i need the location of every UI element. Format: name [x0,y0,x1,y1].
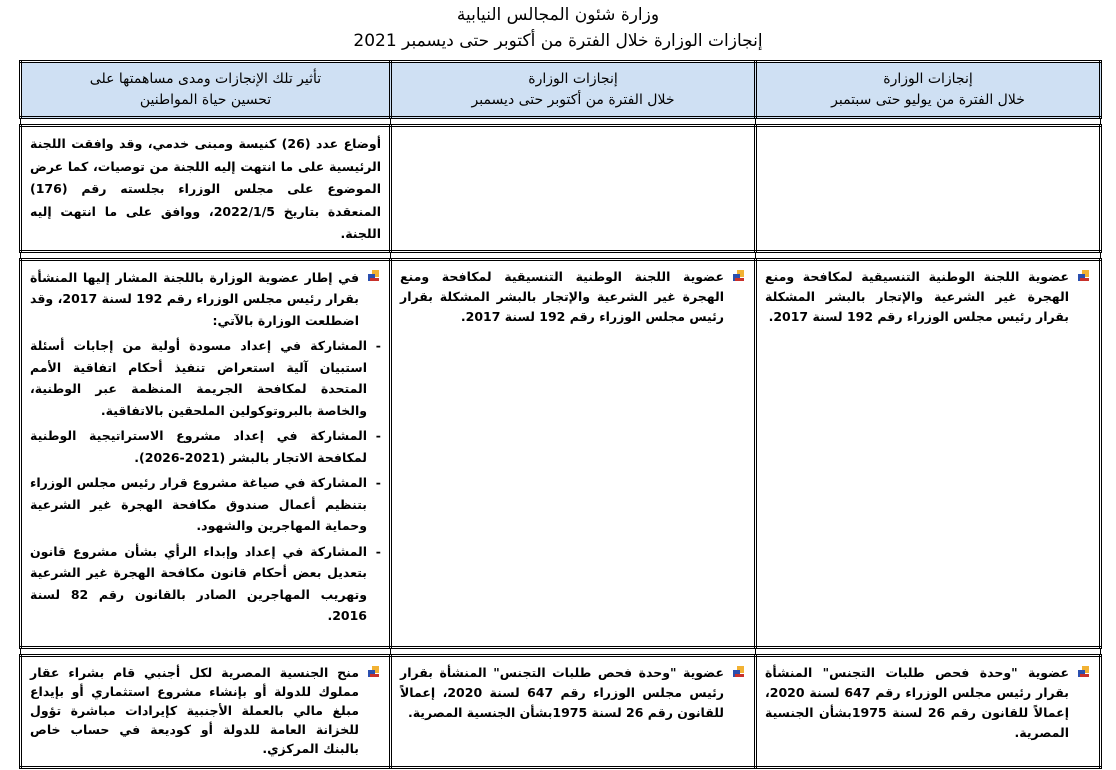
header-col2-line2: خلال الفترة من أكتوبر حتى ديسمبر [471,92,675,108]
row2-col2-text: عضوية اللجنة الوطنية التنسيقية لمكافحة ومنع الهجرة غير الشرعية والإتجار بالبشر المشكلة بقرار رئيس مجلس الوزراء رقم 192 لسنة 2017. [400,268,724,324]
row3-col3 [21,655,391,767]
row2-col2 [391,259,756,647]
header-col3-line2: تحسين حياة المواطنين [139,92,272,108]
header-col1-line1: إنجازات الوزارة [883,71,973,87]
list-item-text: المشاركة في إعداد مسودة أولية من إجابات أسئلة استبيان آلية استعراض تنفيذ أحكام اتفاقية الأمم المتحدة لمكافحة الجريمة المنظمة عبر الوطنية، والخاصة بالبروتوكولين الملحقين بالاتفاقية. [30,338,367,418]
achievements-table [19,60,1102,769]
header-col1-line2: خلال الفترة من يوليو حتى سبتمبر [831,92,1025,108]
row3-col1 [756,655,1101,767]
report-title: إنجازات الوزارة خلال الفترة من أكتوبر حتى ديسمبر 2021 [353,31,763,51]
spacer-row [21,118,1101,126]
header-col3 [21,62,391,118]
header-row [21,62,1101,118]
row2-col3-intro: في إطار عضوية الوزارة باللجنة المشار إليها المنشأة بقرار رئيس مجلس الوزراء رقم 192 لسنة 2017، وقد اضطلعت الوزارة بالآتي: [30,269,359,328]
flag-bullet-icon [363,663,381,681]
flag-bullet-icon [1073,267,1091,285]
flag-bullet-icon [363,267,381,285]
list-item-text: المشاركة في صياغة مشروع قرار رئيس مجلس الوزراء بتنظيم أعمال صندوق مكافحة الهجرة غير الشرعية وحماية المهاجرين والشهود. [30,475,367,533]
table-row [21,126,1101,252]
row2-col1 [756,259,1101,647]
header-col1 [756,62,1101,118]
row2-col3 [21,259,391,647]
list-item: - المشاركة في إعداد مسودة أولية من إجابات أسئلة استبيان آلية استعراض تنفيذ أحكام اتفاقية الأمم المتحدة لمكافحة الجريمة المنظمة عبر الوطنية، والخاصة بالبروتوكولين الملحقين بالاتفاقية. [30,335,381,421]
row1-col3 [21,126,391,252]
header-col2-line1: إنجازات الوزارة [528,71,618,87]
row3-col3-text: منح الجنسية المصرية لكل أجنبي قام بشراء عقار مملوك للدولة أو بإنشاء مشروع استثماري أو بإيداع مبلغ مالي بالعملة الأجنبية كإيرادات مباشرة تؤول للخزانة العامة للدولة أو كوديعة في حساب خاص بالبنك المركزي. [30,664,359,756]
flag-bullet-icon [728,267,746,285]
flag-bullet-icon [1073,663,1091,681]
row1-col3-text: أوضاع عدد (26) كنيسة ومبنى خدمي، وقد وافقت اللجنة الرئيسية على ما انتهت إليه اللجنة من توصيات، كما عرض الموضوع على مجلس الوزراء بجلسته رقم (176) المنعقدة بتاريخ 2022/1/5، ووافق على ما انتهت إليه اللجنة. [30,136,381,241]
flag-bullet-icon [728,663,746,681]
list-item: - المشاركة في إعداد مشروع الاستراتيجية الوطنية لمكافحة الاتجار بالبشر (2021-2026). [30,425,381,468]
spacer-row [21,647,1101,655]
header-col2 [391,62,756,118]
row1-col1 [756,126,1101,252]
row2-col1-text: عضوية اللجنة الوطنية التنسيقية لمكافحة ومنع الهجرة غير الشرعية والإتجار بالبشر المشكلة بقرار رئيس مجلس الوزراء رقم 192 لسنة 2017. [765,268,1069,324]
header-col3-line1: تأثير تلك الإنجازات ومدى مساهمتها على [89,71,322,87]
row1-col2 [391,126,756,252]
ministry-title: وزارة شئون المجالس النيابية [456,5,660,25]
list-item: - المشاركة في إعداد وإبداء الرأي بشأن مشروع قانون بتعديل بعض أحكام قانون مكافحة الهجرة غير الشرعية وتهريب المهاجرين الصادر بالقانون رقم 82 لسنة 2016. [30,541,381,627]
table-row [21,259,1101,647]
row3-col2 [391,655,756,767]
spacer-row [21,251,1101,259]
table-row [21,655,1101,767]
row3-col1-text: عضوية "وحدة فحص طلبات التجنس" المنشأة بقرار رئيس مجلس الوزراء رقم 647 لسنة 2020، إعمالاً للقانون رقم 26 لسنة 1975بشأن الجنسية المصرية. [765,664,1069,740]
list-item: - المشاركة في صياغة مشروع قرار رئيس مجلس الوزراء بتنظيم أعمال صندوق مكافحة الهجرة غير الشرعية وحماية المهاجرين والشهود. [30,472,381,537]
list-item-text: المشاركة في إعداد مشروع الاستراتيجية الوطنية لمكافحة الاتجار بالبشر (2021-2026). [30,428,367,465]
list-item-text: المشاركة في إعداد وإبداء الرأي بشأن مشروع قانون بتعديل بعض أحكام قانون مكافحة الهجرة غير الشرعية وتهريب المهاجرين الصادر بالقانون رقم 82 لسنة 2016. [30,543,367,623]
row3-col2-text: عضوية "وحدة فحص طلبات التجنس" المنشأة بقرار رئيس مجلس الوزراء رقم 647 لسنة 2020، إعمالاً للقانون رقم 26 لسنة 1975بشأن الجنسية المصرية. [400,664,724,720]
